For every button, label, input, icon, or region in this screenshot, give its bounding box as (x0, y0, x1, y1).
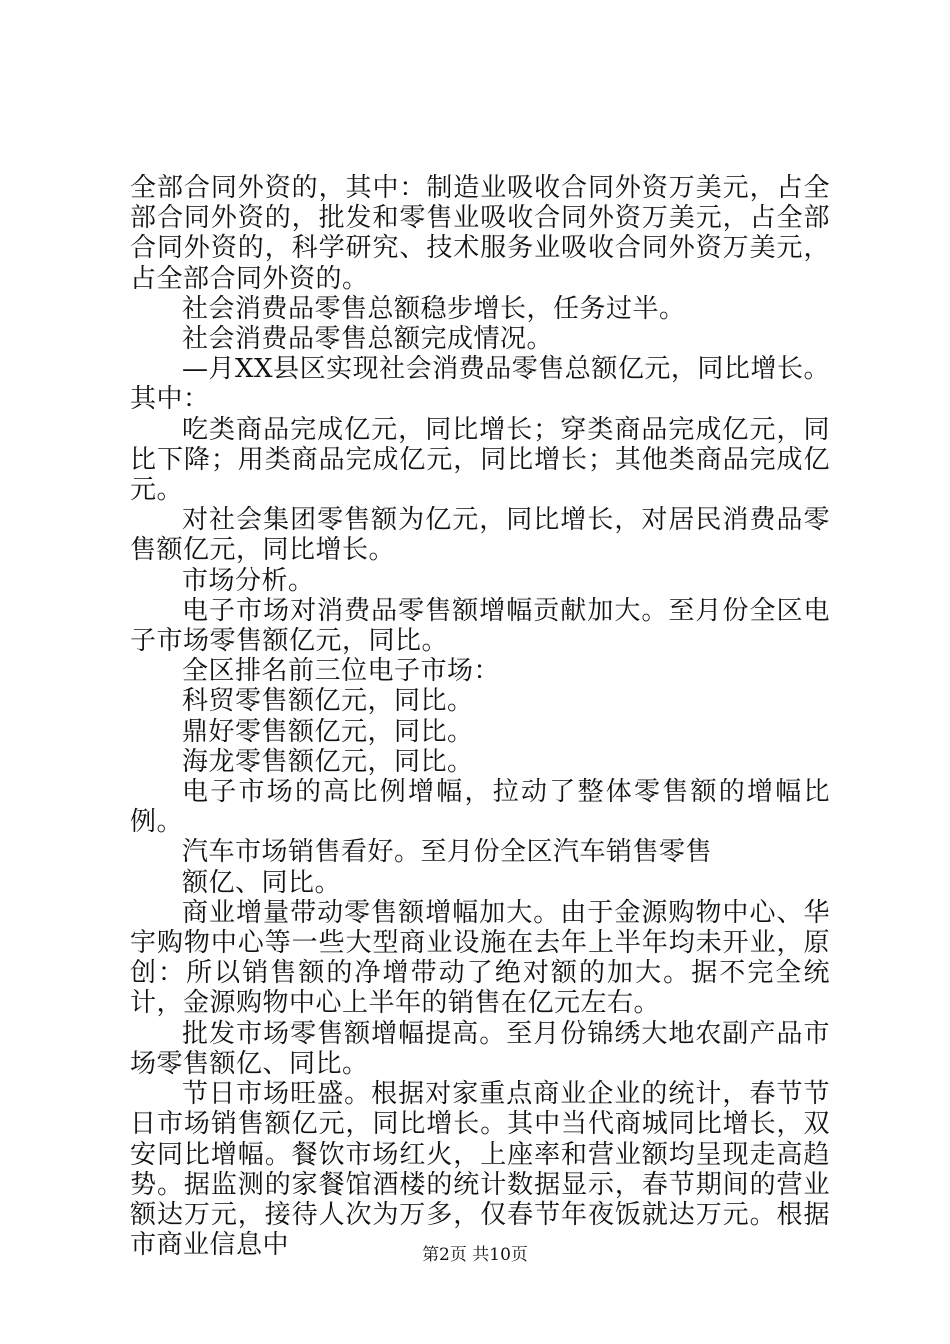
paragraph-10: 科贸零售额亿元，同比。 (182, 686, 474, 717)
paragraph-15: 额亿、同比。 (182, 867, 342, 898)
paragraph-12: 海龙零售额亿元，同比。 (182, 746, 474, 777)
paragraph-14: 汽车市场销售看好。至月份全区汽车销售零售 (182, 837, 713, 868)
paragraph-6: 对社会集团零售额为亿元，同比增长，对居民消费品零售额亿元，同比增长。 (130, 505, 830, 566)
paragraph-4: —月XX县区实现社会消费品零售总额亿元，同比增长。其中： (130, 354, 830, 415)
paragraph-11: 鼎好零售额亿元，同比。 (182, 716, 474, 747)
paragraph-8: 电子市场对消费品零售额增幅贡献加大。至月份全区电子市场零售额亿元，同比。 (130, 595, 830, 657)
document-body (130, 173, 830, 1260)
paragraph-3: 社会消费品零售总额完成情况。 (182, 324, 554, 355)
paragraph-16: 商业增量带动零售额增幅加大。由于金源购物中心、华宇购物中心等一些大型商业设施在去年上半年均未开业，原创：所以销售额的净增带动了绝对额的加大。据不完全统计，金源购物中心上半年的销售在亿元左右。 (130, 897, 830, 1019)
paragraph-1: 全部合同外资的，其中：制造业吸收合同外资万美元，占全部合同外资的，批发和零售业吸收合同外资万美元，占全部合同外资的，科学研究、技术服务业吸收合同外资万美元，占全部合同外资的。 (130, 173, 830, 294)
paragraph-2: 社会消费品零售总额稳步增长，任务过半。 (182, 293, 686, 324)
paragraph-9: 全区排名前三位电子市场： (182, 656, 501, 687)
page-number-footer: 第2页 共10页 (422, 1245, 528, 1265)
paragraph-17: 批发市场零售额增幅提高。至月份锦绣大地农副产品市场零售额亿、同比。 (130, 1018, 830, 1079)
paragraph-7: 市场分析。 (182, 565, 315, 596)
paragraph-13: 电子市场的高比例增幅，拉动了整体零售额的增幅比例。 (130, 777, 830, 838)
paragraph-5: 吃类商品完成亿元，同比增长；穿类商品完成亿元，同比下降；用类商品完成亿元，同比增长；其他类商品完成亿元。 (130, 414, 830, 506)
paragraph-18: 节日市场旺盛。根据对家重点商业企业的统计，春节节日市场销售额亿元，同比增长。其中当代商城同比增长，双安同比增幅。餐饮市场红火，上座率和营业额均呈现走高趋势。据监测的家餐馆酒楼的统计数据显示，春节期间的营业额达万元，接待人次为万多，仅春节年夜饭就达万元。根据市商业信息中 (130, 1079, 830, 1261)
